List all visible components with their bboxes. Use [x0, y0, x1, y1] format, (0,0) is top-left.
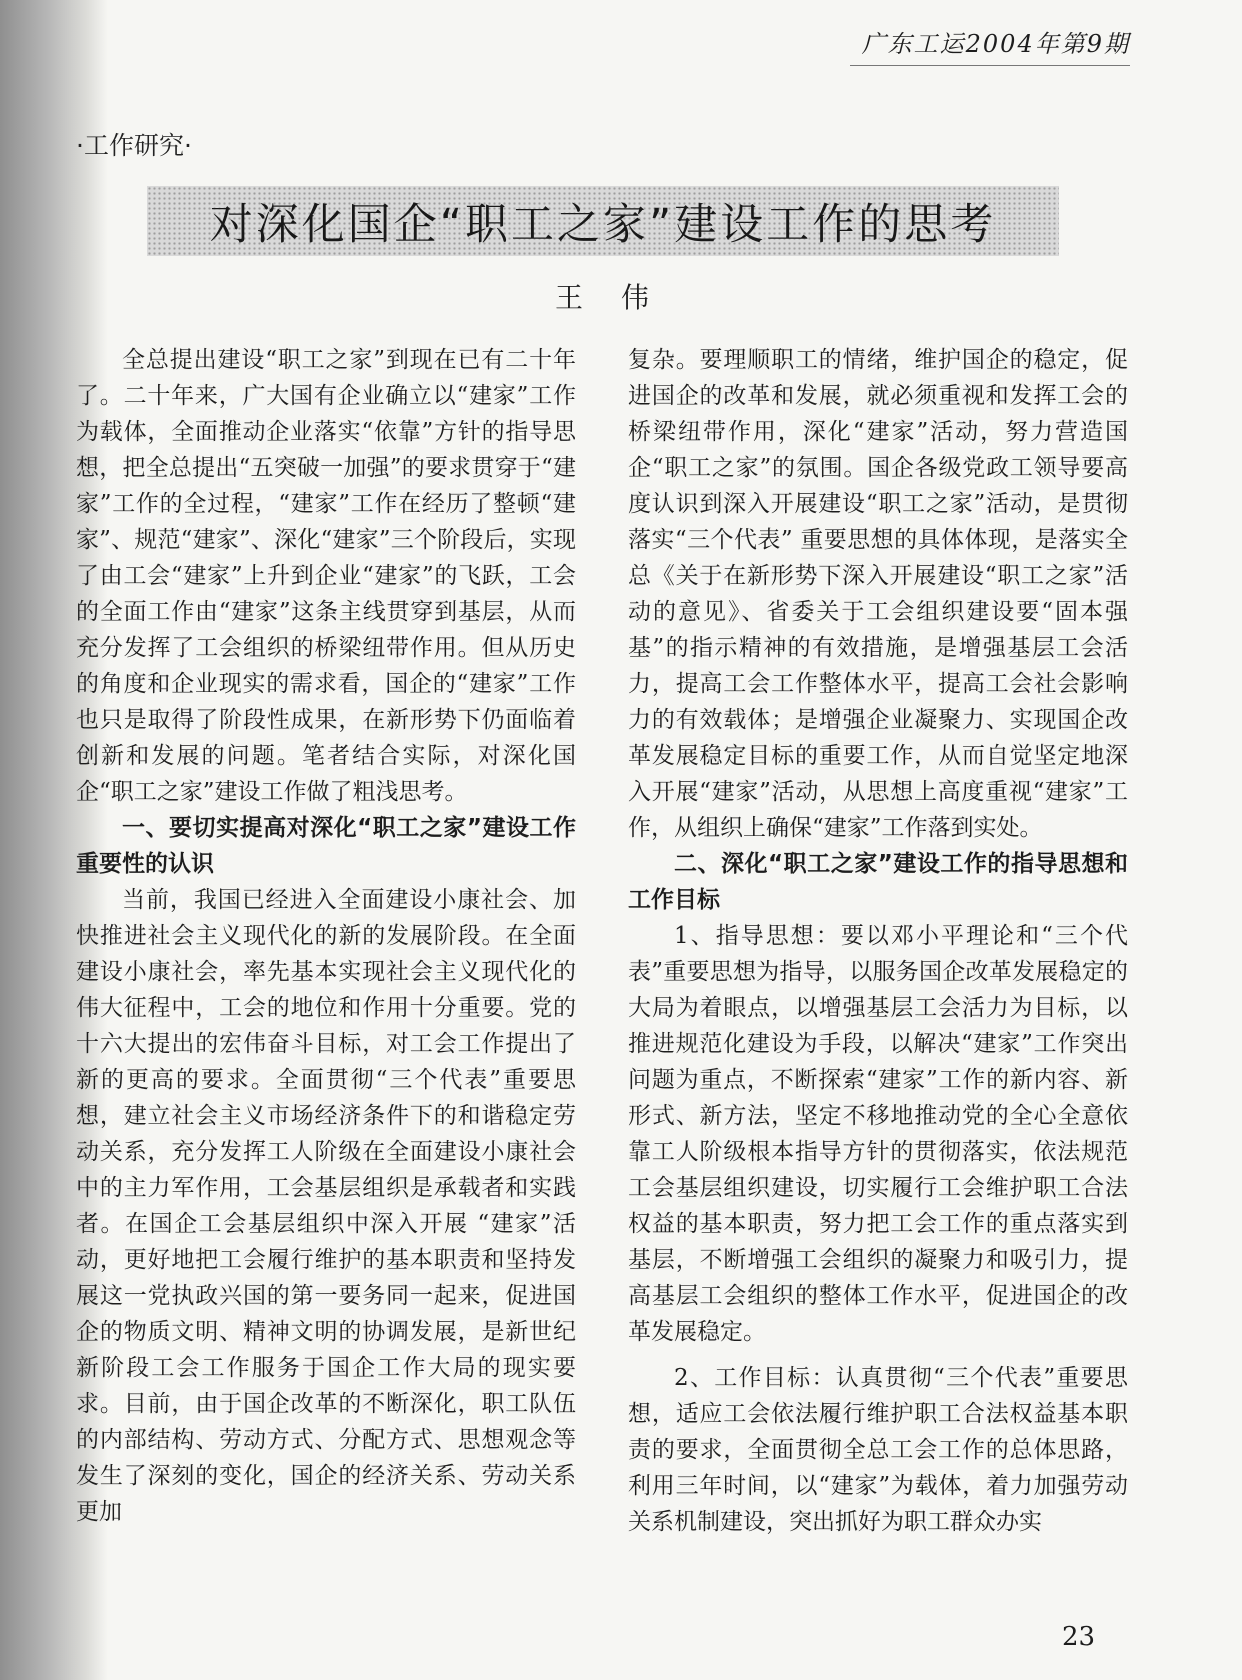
section-label: ·工作研究· — [76, 131, 192, 160]
section-heading-1: 一、要切实提高对深化“职工之家”建设工作重要性的认识 — [76, 815, 576, 877]
intro-paragraph: 全总提出建设“职工之家”到现在已有二十年了。二十年来，广大国有企业确立以“建家”工作为载体，全面推动企业落实“依靠”方针的指导思想，把全总提出“五突破一加强”的要求贯穿于“建家”工作的全过程，“建家”工作在经历了整顿“建家”、规范“建家”、深化“建家”三个阶段后，实现了由工会“建家”上升到企业“建家”的飞跃，工会的全面工作由“建家”这条主线贯穿到基层，从而充分发挥了工会组织的桥梁纽带作用。但从历史的角度和企业现实的需求看，国企的“建家”工作也只是取得了阶段性成果，在新形势下仍面临着创新和发展的问题。笔者结合实际，对深化国企“职工之家”建设工作做了粗浅思考。 — [76, 347, 576, 805]
title-band — [147, 186, 1059, 256]
section-heading-2: 二、深化“职工之家”建设工作的指导思想和工作目标 — [628, 851, 1128, 913]
article-title: 对深化国企“职工之家”建设工作的思考 — [209, 199, 997, 250]
page-number: 23 — [1062, 1622, 1096, 1652]
running-header: 广东工运2004年第9期 — [850, 24, 1130, 66]
author-name: 王伟 — [554, 281, 687, 314]
left-column — [76, 342, 576, 1530]
work-goals-paragraph: 2、工作目标：认真贯彻“三个代表”重要思想，适应工会依法履行维护职工合法权益基本职责的要求，全面贯彻全总工会工作的总体思路，利用三年时间，以“建家”为载体，着力加强劳动关系机制建设，突出抓好为职工群众办实 — [628, 1365, 1128, 1535]
body-paragraph: 当前，我国已经进入全面建设小康社会、加快推进社会主义现代化的新的发展阶段。在全面建设小康社会，率先基本实现社会主义现代化的伟大征程中，工会的地位和作用十分重要。党的十六大提出的宏伟奋斗目标，对工会工作提出了新的更高的要求。全面贯彻“三个代表”重要思想，建立社会主义市场经济条件下的和谐稳定劳动关系，充分发挥工人阶级在全面建设小康社会中的主力军作用，工会基层组织是承载者和实践者。在国企工会基层组织中深入开展 “建家”活动，更好地把工会履行维护的基本职责和坚持发展这一党执政兴国的第一要务同一起来，促进国企的物质文明、精神文明的协调发展，是新世纪新阶段工会工作服务于国企工作大局的现实要求。目前，由于国企改革的不断深化，职工队伍的内部结构、劳动方式、分配方式、思想观念等发生了深刻的变化，国企的经济关系、劳动关系更加 — [76, 887, 576, 1525]
right-column — [628, 342, 1128, 1540]
guiding-ideology-paragraph: 1、指导思想：要以邓小平理论和“三个代表”重要思想为指导，以服务国企改革发展稳定的大局为着眼点，以增强基层工会活力为目标，以推进规范化建设为手段，以解决“建家”工作突出问题为重点，不断探索“建家”工作的新内容、新形式、新方法，坚定不移地推动党的全心全意依靠工人阶级根本指导方针的贯彻落实，依法规范工会基层组织建设，切实履行工会维护职工合法权益的基本职责，努力把工会工作的重点落实到基层，不断增强工会组织的凝聚力和吸引力，提高基层工会组织的整体工作水平，促进国企的改革发展稳定。 — [628, 923, 1128, 1345]
continued-paragraph: 复杂。要理顺职工的情绪，维护国企的稳定，促进国企的改革和发展，就必须重视和发挥工会的桥梁纽带作用，深化“建家”活动，努力营造国企“职工之家”的氛围。国企各级党政工领导要高度认识到深入开展建设“职工之家”活动，是贯彻落实“三个代表” 重要思想的具体体现，是落实全总《关于在新形势下深入开展建设“职工之家”活动的意见》、省委关于工会组织建设要“固本强基”的指示精神的有效措施，是增强基层工会活力，提高工会工作整体水平，提高工会社会影响力的有效载体；是增强企业凝聚力、实现国企改革发展稳定目标的重要工作，从而自觉坚定地深入开展“建家”活动，从思想上高度重视“建家”工作，从组织上确保“建家”工作落到实处。 — [628, 347, 1128, 841]
